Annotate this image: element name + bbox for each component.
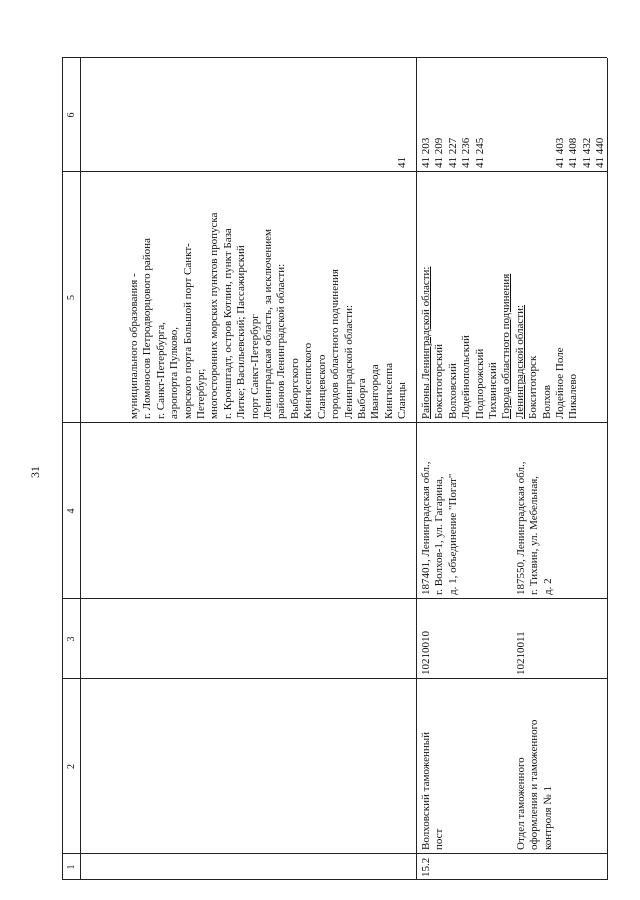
row2-address-line: д. 2 xyxy=(541,578,554,595)
list-item: порт Санкт-Петербург xyxy=(248,314,261,419)
col-border-4 xyxy=(62,422,607,423)
list-item: 41 408 xyxy=(567,137,580,168)
col-border-0 xyxy=(62,879,607,880)
list-item: Лодейнопольский xyxy=(460,335,473,419)
row2-code: 10210011 xyxy=(515,631,527,675)
list-item: г. Кронштадт, остров Котлин, пункт База xyxy=(221,228,234,419)
list-item: Ленинградская область, за исключением xyxy=(262,229,275,419)
list-item: районов Ленинградской области: xyxy=(275,263,288,419)
row-address xyxy=(420,462,460,595)
row-address-line: д. 1, объединение "Погат" xyxy=(446,473,459,595)
list-item: г. Санкт-Петербурга, xyxy=(154,322,167,419)
list-item: 41 227 xyxy=(446,137,459,168)
list-item: Волховский xyxy=(446,363,459,419)
col-border-3 xyxy=(62,598,607,599)
header-bottom-border xyxy=(80,58,81,880)
header-col-6: 6 xyxy=(66,112,77,118)
row-col6-codes-a xyxy=(420,138,487,168)
table-top-border xyxy=(62,58,63,880)
row2-name xyxy=(515,720,555,850)
list-item: 41 432 xyxy=(580,137,593,168)
list-item: морского порта Большой порт Санкт- xyxy=(181,243,194,419)
list-item: Бокситогорск xyxy=(527,355,540,419)
list-item: Ленинградской области: xyxy=(342,304,355,419)
col-border-1 xyxy=(62,853,607,854)
row-number: 15.2 xyxy=(420,857,432,877)
list-item: городов областного подчинения xyxy=(329,269,342,419)
header-col-1: 1 xyxy=(66,864,77,870)
row2-name-line: Отдел таможенного xyxy=(515,757,527,850)
list-item: 41 209 xyxy=(433,137,446,168)
page-number: 31 xyxy=(28,466,42,478)
list-item: Ленинградской области: xyxy=(513,304,526,419)
row2-name-line: оформления и таможенного xyxy=(528,719,541,850)
list-item: Подпорожский xyxy=(473,348,486,419)
list-item: Районы Ленинградской области: xyxy=(420,266,432,419)
row-separator xyxy=(416,58,417,880)
col-border-2 xyxy=(62,678,607,679)
row-name-line: Волховский таможенный xyxy=(420,731,432,850)
list-item: многосторонних морских пунктов пропуска xyxy=(208,212,221,419)
row-code: 10210010 xyxy=(420,631,432,675)
row-col5-list xyxy=(420,267,581,419)
row-col6-codes-b xyxy=(554,138,608,168)
row-name xyxy=(420,732,447,850)
row-address-line: г. Волхов-1, ул. Гагарина, xyxy=(433,476,446,595)
list-item: 41 245 xyxy=(473,137,486,168)
list-item: Сланцевского xyxy=(315,354,328,419)
list-item: Города областного подчинения xyxy=(500,273,513,419)
row2-address xyxy=(515,462,555,595)
row2-address-line: 187550, Ленинградская обл., xyxy=(515,461,527,595)
list-item: аэропорта Пулково, xyxy=(168,326,181,419)
list-item: 41 236 xyxy=(460,137,473,168)
row2-name-line: контроля № 1 xyxy=(541,785,554,850)
header-col-5: 5 xyxy=(66,295,77,300)
list-item: Петербург, xyxy=(195,368,208,419)
list-item: г. Ломоносов Петродворцового района xyxy=(141,238,154,419)
row2-address-line: г. Тихвин, ул. Мебельная, xyxy=(528,475,541,595)
row-address-line: 187401, Ленинградская обл., xyxy=(420,461,432,595)
list-item: Выборгского xyxy=(288,358,301,419)
header-col-4: 4 xyxy=(66,508,77,514)
col-border-5 xyxy=(62,171,607,172)
list-item: Лодейное Поле xyxy=(554,347,567,419)
list-item: муниципального образования - xyxy=(128,273,140,419)
list-item: Пикалево xyxy=(567,374,580,419)
continuation-col5-list xyxy=(128,213,410,419)
list-item: Выборга xyxy=(355,378,368,419)
continuation-col6-code: 41 xyxy=(396,157,408,168)
list-item: 41 203 xyxy=(420,137,432,168)
list-item: Волхов xyxy=(540,385,553,419)
list-item: Кингисеппа xyxy=(382,362,395,419)
list-item: Литке; Васильевский; Пассажирский xyxy=(235,245,248,419)
list-item: Тихвинский xyxy=(487,362,500,419)
header-col-2: 2 xyxy=(66,764,77,769)
list-item: 41 440 xyxy=(594,137,607,168)
list-item: Ивангорода xyxy=(369,364,382,419)
col-border-6 xyxy=(62,57,607,58)
table-bottom-border xyxy=(607,58,608,880)
list-item: 41 403 xyxy=(554,137,566,168)
list-item: Бокситогорский xyxy=(433,343,446,419)
header-col-3: 3 xyxy=(66,636,77,642)
rotated-table xyxy=(62,40,610,880)
list-item: Сланцы xyxy=(396,382,409,419)
list-item: Кингисеппского xyxy=(302,342,315,419)
row-name-line: пост xyxy=(433,828,446,850)
